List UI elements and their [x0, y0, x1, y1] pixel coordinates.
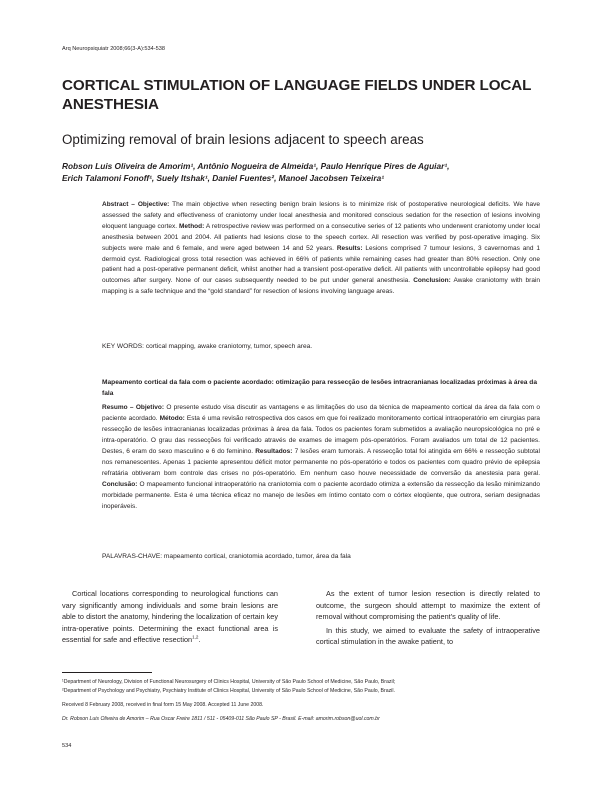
- affiliation-1: ¹Department of Neurology, Division of Functional Neurosurgery of Clinics Hospital, University of São Paulo School of Medicine, São Paulo, Brazil;: [62, 679, 396, 685]
- body-paragraph-3: In this study, we aimed to evaluate the safety of intraoperative cortical stimulation in the awake patient, to: [316, 625, 540, 646]
- abstract-objective: The main objective when resecting benign brain lesions is to minimize risk of postoperative neurological deficits. We have assessed the safety and effectiveness of craniotomy under local anesthesia and monitored conscious sedation for the resection of lesions involving eloquent language cortex.: [102, 201, 541, 230]
- conclusao-label: Conclusão:: [102, 480, 138, 488]
- body-column-left: [62, 588, 278, 646]
- journal-citation: Arq Neuropsiquiatr 2008;66(3-A):534-538: [62, 46, 165, 52]
- abstract-results: Lesions comprised 7 tumour lesions, 3 cavernomas and 1 dermoid cyst. Radiological gross total resection was achieved in 66% of patients while remaining cases had greater than 80% resection. Only one patient had a post-operative permanent deficit, whilst another had a transient post-operative deficit. All patients with uncontrollable epilepsy had good outcomes after surgery. None of our cases subsequently needed to be put under general anesthesia.: [102, 244, 541, 285]
- resultados-label: Resultados:: [255, 447, 293, 455]
- article-subtitle: Optimizing removal of brain lesions adjacent to speech areas: [62, 132, 424, 147]
- affiliations: [62, 678, 542, 695]
- correspondence-address: Dr. Robson Luis Oliveira de Amorim – Rua Oscar Freire 1811 / 511 - 05409-011 São Paulo SP - Brasil. E-mail: amorim.robson@uol.com.br: [62, 716, 380, 722]
- authors-line-1: Robson Luis Oliveira de Amorim¹, Antônio Nogueira de Almeida¹, Paulo Henrique Pires de Aguiar¹,: [62, 161, 450, 171]
- metodo-label: Método:: [159, 414, 185, 422]
- body-column-right: [316, 588, 540, 648]
- received-dates: Received 8 February 2008, received in final form 15 May 2008. Accepted 11 June 2008.: [62, 702, 264, 708]
- abstract-method: A retrospective review was performed on a consecutive series of 12 patients who underwent craniotomy under local anesthesia between 2001 and 2004. All patients had lesions close to the speech cortex. All resection was verified by post-operative imaging. Six subjects were male and 6 female, and were aged between 14 and 52 years.: [102, 222, 540, 252]
- footnote-divider: [62, 672, 152, 673]
- portuguese-abstract: [102, 403, 540, 513]
- conclusion-label: Conclusion:: [413, 277, 451, 285]
- abstract-label: Abstract –: [102, 201, 135, 208]
- method-label: Method:: [179, 222, 205, 230]
- keywords: KEY WORDS: cortical mapping, awake craniotomy, tumor, speech area.: [102, 343, 313, 350]
- body-paragraph-2: As the extent of tumor lesion resection is directly related to outcome, the surgeon should attempt to maximize the extent of removal without compromising the patient’s quality of life.: [316, 589, 540, 621]
- page-number: 534: [62, 743, 72, 749]
- portuguese-title: Mapeamento cortical da fala com o paciente acordado: otimização para ressecção de lesões intracranianas localizadas próximas à área da fala: [102, 379, 538, 397]
- intro-paragraph: Cortical locations corresponding to neurological functions can vary significantly among individuals and some brain lesions are able to distort the anatomy, hindering the localization of certain key intra-operative points. Determining the exact functional area is essential for safe and effective resection: [62, 589, 278, 644]
- authors-line-2: Erich Talamoni Fonoff¹, Suely Itshak¹, Daniel Fuentes², Manoel Jacobsen Teixeira¹: [62, 173, 384, 184]
- objetivo-label: Objetivo:: [135, 404, 165, 411]
- resumo-objetivo: O presente estudo visa discutir as vantagens e as limitações do uso da técnica de mapeamento cortical da área da fala com o paciente acordado.: [102, 404, 540, 422]
- english-abstract: [102, 200, 540, 298]
- resumo-resultados: 7 lesões eram tumorais. A ressecção total foi atingida em 66% e ressecção subtotal nos remanescentes. Apenas 1 paciente apresentou déficit motor permanente no pós-operatório e todos os pacientes com quadro prévio de epilepsia refratária obtiveram bom controle das crises no pós-operatório. Em nenhum caso houve necessidade de conversão da anestesia para geral.: [102, 447, 540, 477]
- resumo-metodo: Esta é uma revisão retrospectiva dos casos em que foi realizado monitoramento cortical intraoperatório em cirurgias para ressecção de lesões intracranianas localizadas próximas à área da fala. Todos os pacientes foram submetidos a avaliação neuropsicológica no pré e intra-operatório. O grau das ressecções foi verificado através de exames de imagem pós-operatórios. Foram avaliados um total de 12 pacientes. Destes, 6 eram do sexo masculino e 6 do feminino.: [102, 414, 541, 455]
- resumo-label: Resumo –: [102, 404, 134, 411]
- article-title: CORTICAL STIMULATION OF LANGUAGE FIELDS UNDER LOCAL ANESTHESIA: [62, 77, 532, 113]
- author-list: [62, 160, 542, 184]
- reference-marker: 1,2: [192, 634, 199, 640]
- abstract-conclusion: Awake craniotomy with brain mapping is a safe technique and the “gold standard” for resection of lesions involving language areas.: [102, 277, 540, 296]
- palavras-chave: PALAVRAS-CHAVE: mapeamento cortical, craniotomia acordado, tumor, área da fala: [102, 553, 351, 560]
- results-label: Results:: [336, 244, 363, 252]
- resumo-conclusao: O mapeamento funcional intraoperatório na craniotomia com o paciente acordado otimiza a extensão da ressecção da lesão minimizando morbidade permanente. Esta é uma técnica eficaz no manejo de lesões em íntimo contato com o córtex eloqüente, que outrora, seriam designadas inoperáveis.: [102, 480, 540, 510]
- objective-label: Objective:: [137, 201, 170, 208]
- intro-period: .: [198, 635, 201, 644]
- affiliation-2: ²Department of Psychology and Psychiatry, Psychiatry Institute of Clinics Hospital, University of São Paulo School of Medicine, São Paulo, Brazil.: [62, 687, 395, 694]
